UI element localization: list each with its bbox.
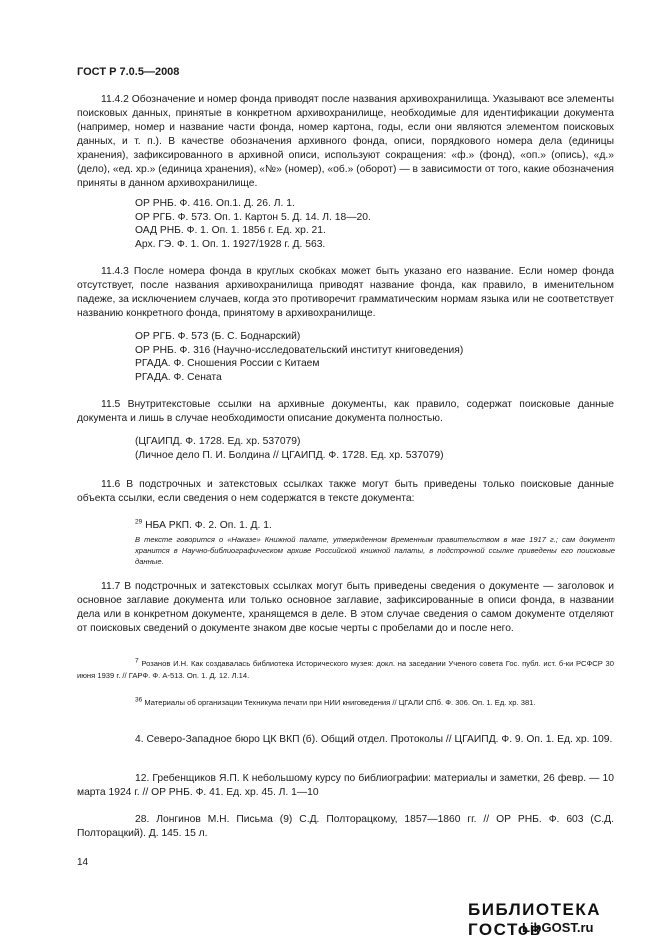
section-11-7 <box>77 580 614 636</box>
paragraph-11-7: 11.7 В подстрочных и затекстовых ссылках могут быть приведены сведения о документе — заголовок и основное заглавие документа или только основное заглавие, зафиксированные в описи фонда, в названии дела или в конкретном документе, хранящемся в деле. В этом случае сведения о самом документе отделяют от поисковых сведений о документе знаком две косые черты с пробелами до и после него. <box>77 581 614 634</box>
examples-11-4-2 <box>135 197 371 251</box>
examples-11-4-3 <box>135 330 463 384</box>
example-line: Арх. ГЭ. Ф. 1. Оп. 1. 1927/1928 г. Д. 563. <box>135 238 326 250</box>
reference-12 <box>77 772 614 800</box>
section-11-6 <box>77 478 614 506</box>
example-line: (ЦГАИПД. Ф. 1728. Ед. хр. 537079) <box>135 436 301 447</box>
example-line: ОР РНБ. Ф. 316 (Научно-исследовательский институт книговедения) <box>135 344 464 356</box>
footnote-marker: 36 <box>135 696 143 704</box>
footnote-marker: 29 <box>135 518 143 526</box>
footnote-example-7 <box>77 658 614 681</box>
explanatory-note: В тексте говорится о «Наказе» Книжной палате, утвержденном Временным правительством в мае 1917 г.; сам документ хранится в Научно-библиографическом архиве Российской книжной палаты, в подстрочной ссылке приведены его поисковые данные. <box>135 535 615 566</box>
footnote-marker: 7 <box>135 657 139 665</box>
section-11-4-2 <box>77 93 614 191</box>
examples-11-5 <box>135 435 444 462</box>
reference-28 <box>77 813 614 841</box>
reference-text: 28. Лонгинов М.Н. Письма (9) С.Д. Полторацкому, 1857—1860 гг. // ОР РНБ. Ф. 603 (С.Д. Полторацкий). Д. 145. 15 л. <box>77 814 614 839</box>
example-line: РГАДА. Ф. Сената <box>135 371 222 383</box>
section-11-4-3 <box>77 265 614 321</box>
paragraph-11-5: 11.5 Внутритекстовые ссылки на архивные документы, как правило, содержат поисковые данные документа и лишь в случае необходимости описание документа полностью. <box>77 399 614 424</box>
example-line: ОР РГБ. Ф. 573 (Б. С. Боднарский) <box>135 331 301 342</box>
paragraph-11-4-2: 11.4.2 Обозначение и номер фонда приводят после названия архивохранилища. Указывают все элементы поисковых данных, принятые в конкретном архивохранилище, необходимые для идентификации документа (например, номер и название части фонда, номер картона, годы, если они являются элементом поисковых данных, и т. п.). В качестве обозначения архивного фонда, описи, порядкового номера дела (единицы хранения), зафиксированного в архивной описи, используют сокращения: «ф.» (фонд), «оп.» (опись), «д.» (дело), «ед. хр.» (единица хранения), «№» (номер), «об.» (оборот) — в зависимости от того, какие обозначения приняты в данном архивохранилище. <box>77 94 614 189</box>
example-line: ОАД РНБ. Ф. 1. Оп. 1. 1856 г. Ед. хр. 21. <box>135 225 326 236</box>
paragraph-11-6: 11.6 В подстрочных и затекстовых ссылках также могут быть приведены только поисковые данные объекта ссылки, если сведения о нем содержатся в тексте документа: <box>77 479 614 504</box>
footnote-text: Розанов И.Н. Как создавалась библиотека Исторического музея: докл. на заседании Ученого совета Гос. публ. ист. б-ки РСФСР 30 июня 1939 г. // ГАРФ. Ф. А-513. Оп. 1. Д. 12. Л.14. <box>77 659 614 680</box>
example-line: (Личное дело П. И. Болдина // ЦГАИПД. Ф. 1728. Ед. хр. 537079) <box>135 449 444 461</box>
section-11-5 <box>77 398 614 426</box>
reference-text: 12. Гребенщиков Я.П. К небольшому курсу по библиографии: материалы и заметки, 26 февр. — 10 марта 1924 г. // ОР РНБ. Ф. 41. Ед. хр. 45. Л. 1—10 <box>77 773 614 798</box>
watermark-title[interactable]: БИБЛИОТЕКА ГОСТов <box>468 900 601 939</box>
watermark-site-link[interactable]: LibGOST.ru <box>522 920 594 935</box>
example-line: РГАДА. Ф. Сношения России с Китаем <box>135 358 320 369</box>
example-line: ОР РГБ. Ф. 573. Оп. 1. Картон 5. Д. 14. Л. 18—20. <box>135 211 371 223</box>
page-number: 14 <box>77 857 89 868</box>
example-line: ОР РНБ. Ф. 416. Оп.1. Д. 26. Л. 1. <box>135 198 295 209</box>
reference-text: 4. Северо-Западное бюро ЦК ВКП (б). Общий отдел. Протоколы // ЦГАИПД. Ф. 9. Оп. 1. Ед. хр. 109. <box>135 734 613 745</box>
document-header: ГОСТ Р 7.0.5—2008 <box>77 66 180 78</box>
reference-4 <box>77 733 614 747</box>
footnote-text: НБА РКП. Ф. 2. Оп. 1. Д. 1. <box>145 520 272 531</box>
footnote-example-36 <box>77 697 614 709</box>
paragraph-11-4-3: 11.4.3 После номера фонда в круглых скобках может быть указано его название. Если номер фонда отсутствует, после названия архивохранилища приводят название фонда, как правило, в именительном падеже, за исключением случаев, когда это противоречит грамматическим нормам языка или не соответствует названию конкретного фонда, принятому в архивохранилище. <box>77 266 614 319</box>
footnote-example-29 <box>135 520 272 531</box>
footnote-text: Материалы об организации Техникума печати при НИИ книговедения // ЦГАЛИ СПб. Ф. 306. Оп. 1. Ед. хр. 381. <box>144 698 536 707</box>
